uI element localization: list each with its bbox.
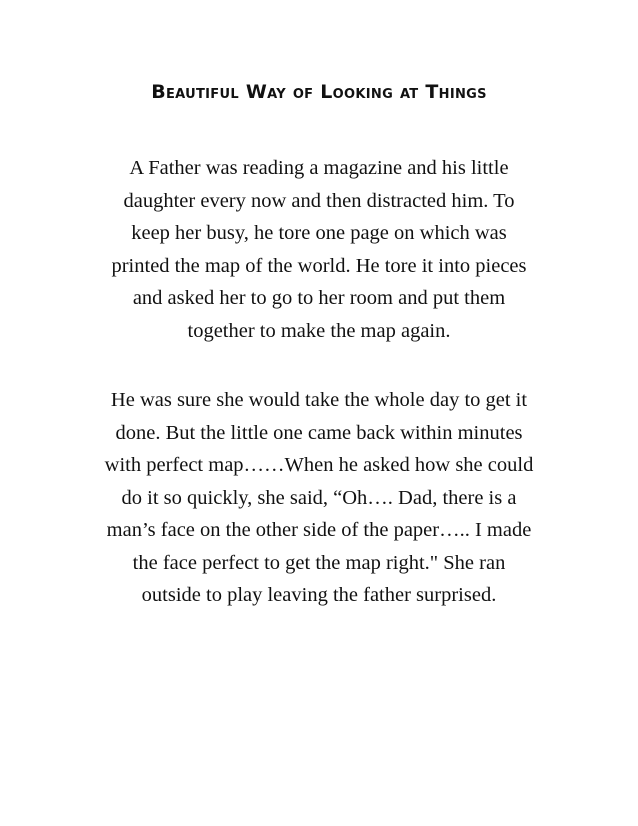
paragraph-line: He was sure she would take the whole day to get it: [110, 389, 528, 411]
paragraph-line: A Father was reading a magazine and his little: [129, 157, 509, 179]
paragraph-line: together to make the map again.: [187, 319, 451, 342]
paragraph-2: [58, 384, 580, 612]
paragraph-line: the face perfect to get the map right." She ran: [132, 551, 506, 574]
paragraph-line: done. But the little one came back within minutes: [115, 421, 523, 444]
paragraph-line: keep her busy, he tore one page on which was: [131, 222, 507, 244]
paragraph-line: man’s face on the other side of the paper….. I made: [106, 519, 532, 541]
paragraph-line: do it so quickly, she said, “Oh…. Dad, there is a: [121, 486, 517, 509]
paragraph-1: [58, 152, 580, 347]
paragraph-line: daughter every now and then distracted him. To: [123, 189, 515, 212]
document-title: Beautiful Way of Looking at Things: [151, 81, 487, 103]
paragraph-line: printed the map of the world. He tore it into pieces: [111, 254, 527, 277]
paragraph-line: with perfect map……When he asked how she could: [104, 454, 534, 476]
paragraph-line: outside to play leaving the father surprised.: [141, 584, 497, 606]
paragraph-line: and asked her to go to her room and put them: [132, 287, 506, 309]
